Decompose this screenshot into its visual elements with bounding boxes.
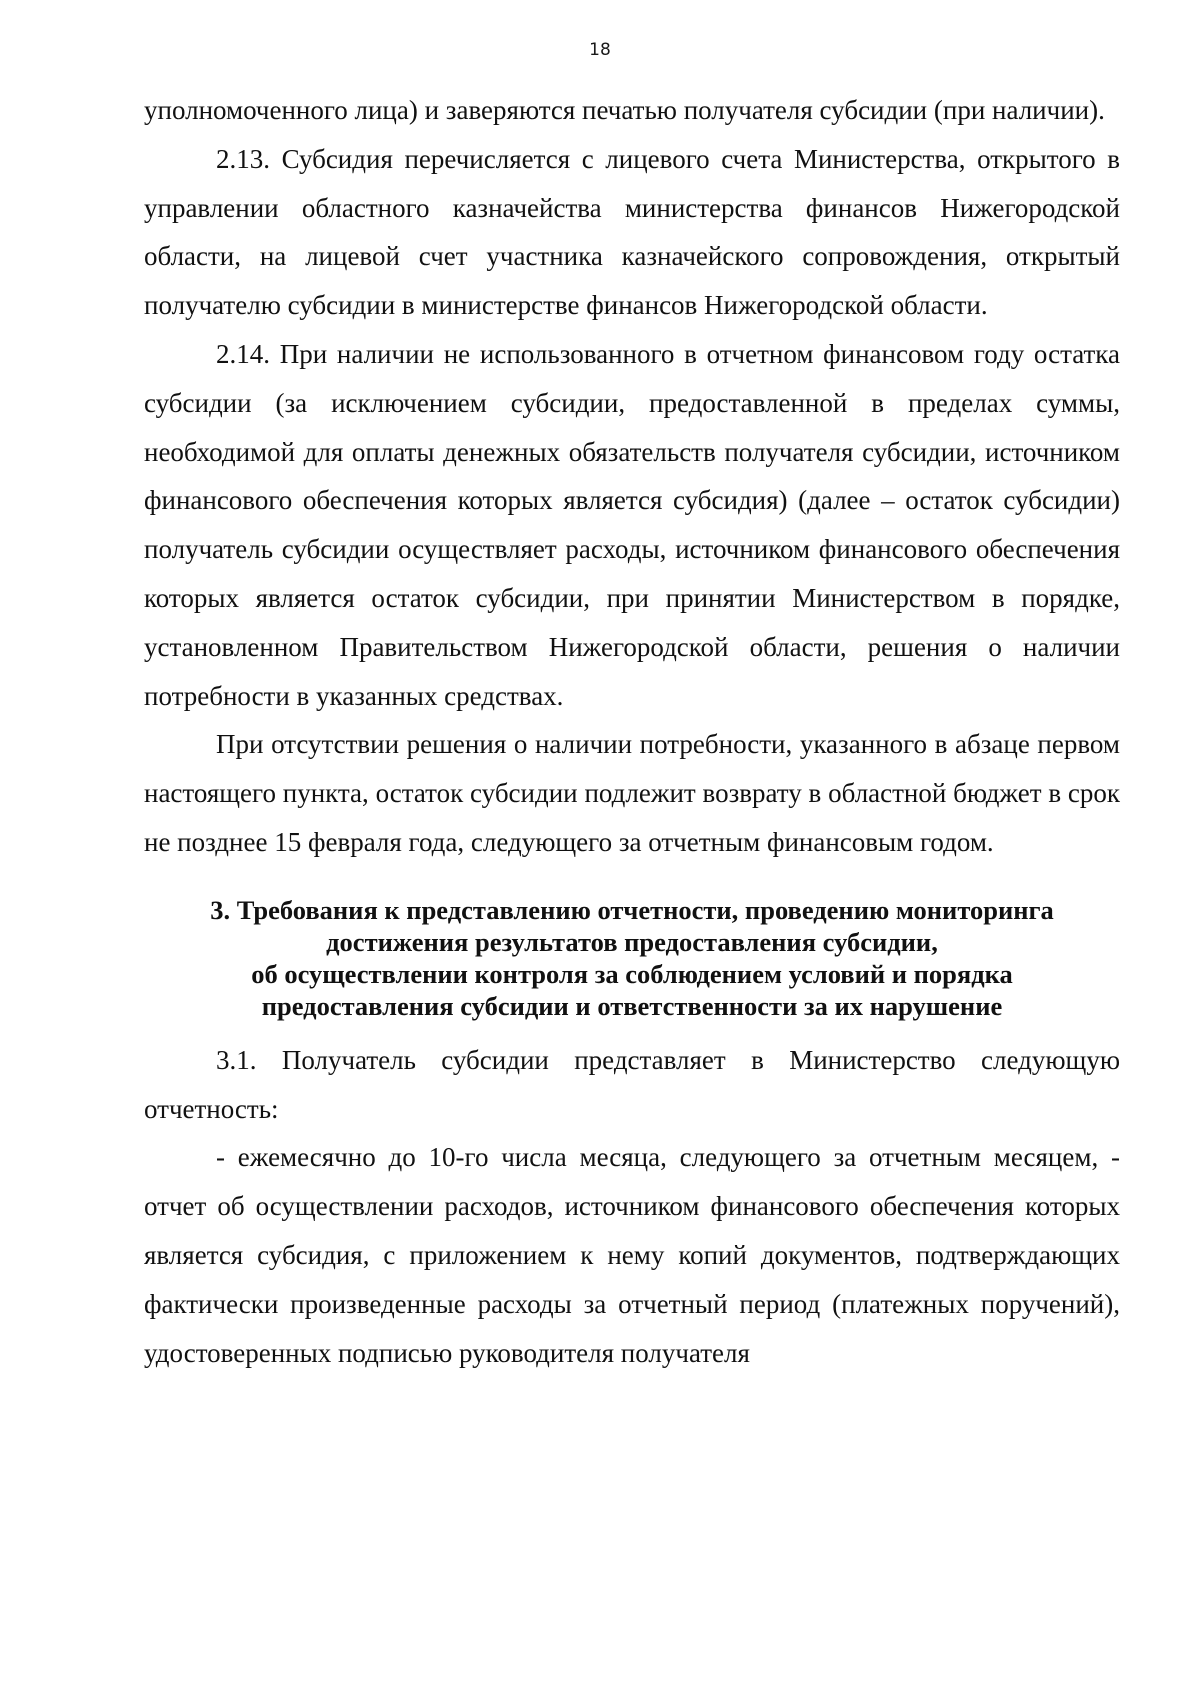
paragraph-continuation: уполномоченного лица) и заверяются печатью получателя субсидии (при наличии). xyxy=(144,95,1105,125)
paragraph-2-14: 2.14. При наличии не использованного в отчетном финансовом году остатка субсидии (за исключением субсидии, предоставленной в пределах суммы, необходимой для оплаты денежных обязательств получателя субсидии, источником финансового обеспечения которых является субсидия) (далее – остаток субсидии) получатель субсидии осуществляет расходы, источником финансового обеспечения которых является остаток субсидии, при принятии Министерством в порядке, установленном Правительством Нижегородской области, решения о наличии потребности в указанных средствах. xyxy=(144,338,1120,711)
section-heading-line: об осуществлении контроля за соблюдением условий и порядка xyxy=(251,958,1013,989)
paragraph-2-14-return: При отсутствии решения о наличии потребности, указанного в абзаце первом настоящего пункта, остаток субсидии подлежит возврату в областной бюджет в срок не позднее 15 февраля года, следующего за отчетным финансовым годом. xyxy=(144,729,1120,857)
paragraph-2-13: 2.13. Субсидия перечисляется с лицевого счета Министерства, открытого в управлении областного казначейства министерства финансов Нижегородской области, на лицевой счет участника казначейского сопровождения, открытый получателю субсидии в министерстве финансов Нижегородской области. xyxy=(144,143,1120,321)
section-heading-line: достижения результатов предоставления субсидии, xyxy=(326,926,938,957)
section-3-heading xyxy=(144,867,1120,1036)
section-heading-line: предоставления субсидии и ответственности за их нарушение xyxy=(261,990,1003,1021)
page-number: 18 xyxy=(589,40,611,60)
document-body xyxy=(144,86,1120,1377)
paragraph-3-1: 3.1. Получатель субсидии представляет в Министерство следующую отчетность: xyxy=(144,1044,1120,1124)
paragraph-monthly-report: - ежемесячно до 10-го числа месяца, следующего за отчетным месяцем, - отчет об осуществлении расходов, источником финансового обеспечения которых является субсидия, с приложением к нему копий документов, подтверждающих фактически произведенные расходы за отчетный период (платежных поручений), удостоверенных подписью руководителя получателя xyxy=(144,1142,1120,1368)
section-heading-line: 3. Требования к представлению отчетности, проведению мониторинга xyxy=(210,894,1054,925)
